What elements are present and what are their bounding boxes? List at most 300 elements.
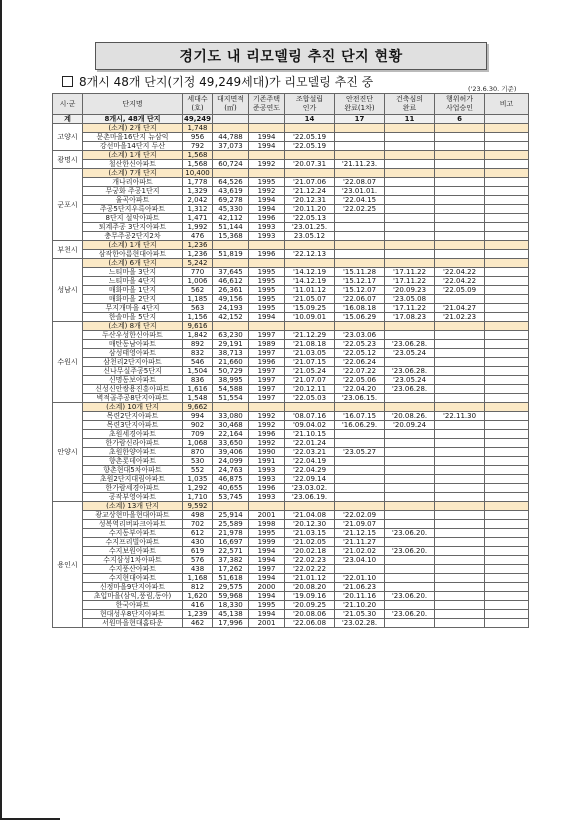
- table-cell: '10.09.01: [285, 313, 335, 322]
- region-name: 군포시: [53, 169, 83, 241]
- table-cell: 1995: [249, 295, 285, 304]
- table-cell: 2001: [249, 619, 285, 628]
- complex-name: 느티마을 3단지: [83, 268, 183, 277]
- subtotal-cell: [249, 124, 285, 133]
- table-cell: 1994: [249, 142, 285, 151]
- table-cell: '21.06.23: [335, 583, 385, 592]
- table-cell: [485, 475, 529, 484]
- table-cell: 1996: [249, 250, 285, 259]
- table-cell: '19.09.16: [285, 592, 335, 601]
- subtotal-cell: 10,400: [183, 169, 213, 178]
- title-box: [95, 42, 487, 70]
- table-row: [53, 304, 529, 313]
- table-cell: 1991: [249, 457, 285, 466]
- table-cell: '22.05.03: [285, 394, 335, 403]
- table-cell: 702: [183, 520, 213, 529]
- table-cell: 1,842: [183, 331, 213, 340]
- table-cell: '22.05.13: [285, 214, 335, 223]
- subtotal-cell: [385, 502, 435, 511]
- table-row: [53, 376, 529, 385]
- table-cell: 1992: [249, 421, 285, 430]
- table-cell: [385, 439, 435, 448]
- table-cell: 1,616: [183, 385, 213, 394]
- table-cell: '20.09.23: [385, 286, 435, 295]
- table-cell: 956: [183, 133, 213, 142]
- table-cell: '21.03.15: [285, 529, 335, 538]
- table-cell: [435, 160, 485, 169]
- table-cell: 45,138: [213, 610, 249, 619]
- table-cell: [485, 412, 529, 421]
- table-cell: [485, 142, 529, 151]
- subtotal-cell: [285, 502, 335, 511]
- complex-name: 율곡아파트: [83, 196, 183, 205]
- region-name: 수원시: [53, 322, 83, 403]
- complex-name: 무궁화 주공1단지: [83, 187, 183, 196]
- date-note: ('23.6.30. 기준): [468, 85, 517, 93]
- complex-name: 초원세경아파트: [83, 430, 183, 439]
- table-cell: 24,763: [213, 466, 249, 475]
- table-cell: 30,468: [213, 421, 249, 430]
- table-cell: [485, 295, 529, 304]
- table-cell: 1993: [249, 232, 285, 241]
- complex-name: 무지개마을 4단지: [83, 304, 183, 313]
- column-header: 행위허가 사업승인: [435, 94, 485, 115]
- table-cell: 42,112: [213, 214, 249, 223]
- table-cell: [335, 214, 385, 223]
- table-cell: '23.06.28.: [385, 385, 435, 394]
- table-cell: [385, 205, 435, 214]
- table-cell: [435, 223, 485, 232]
- table-row: [53, 331, 529, 340]
- table-cell: 1996: [249, 214, 285, 223]
- remodeling-table: [52, 93, 529, 628]
- table-cell: 562: [183, 286, 213, 295]
- table-cell: 1,068: [183, 439, 213, 448]
- table-cell: '23.06.20.: [385, 529, 435, 538]
- table-cell: 1993: [249, 466, 285, 475]
- page-edge-left: [0, 0, 2, 820]
- table-cell: 50,729: [213, 367, 249, 376]
- complex-name: 삼성태영아파트: [83, 349, 183, 358]
- subtotal-cell: 1,236: [183, 241, 213, 250]
- table-cell: '21.12.29: [285, 331, 335, 340]
- table-cell: 37,382: [213, 556, 249, 565]
- subtotal-cell: [285, 241, 335, 250]
- table-cell: '21.05.30: [335, 610, 385, 619]
- table-cell: [435, 538, 485, 547]
- subtotal-cell: (소계) 10개 단지: [83, 403, 183, 412]
- table-cell: 1,035: [183, 475, 213, 484]
- table-cell: 1992: [249, 412, 285, 421]
- table-cell: 40,655: [213, 484, 249, 493]
- table-cell: '23.06.20.: [385, 592, 435, 601]
- subtotal-cell: [285, 169, 335, 178]
- table-cell: 1994: [249, 205, 285, 214]
- table-cell: '14.12.19: [285, 277, 335, 286]
- table-row: [53, 538, 529, 547]
- table-row: [53, 133, 529, 142]
- table-cell: [435, 394, 485, 403]
- page-title: 경기도 내 리모델링 추진 단지 현황: [179, 49, 403, 65]
- table-cell: '22.12.13: [285, 250, 335, 259]
- column-header: 세대수 (호): [183, 94, 213, 115]
- table-cell: [485, 340, 529, 349]
- subtotal-cell: [213, 322, 249, 331]
- subtotal-cell: [385, 151, 435, 160]
- complex-name: 한솔마을 5단지: [83, 313, 183, 322]
- table-row: [53, 511, 529, 520]
- table-cell: '21.02.02: [335, 547, 385, 556]
- table-cell: [435, 439, 485, 448]
- subtotal-cell: [435, 151, 485, 160]
- table-cell: '20.08.20: [285, 583, 335, 592]
- table-cell: 1994: [249, 610, 285, 619]
- table-cell: 498: [183, 511, 213, 520]
- table-cell: [485, 457, 529, 466]
- table-cell: 24,193: [213, 304, 249, 313]
- table-cell: 21,978: [213, 529, 249, 538]
- table-cell: [485, 610, 529, 619]
- subtotal-cell: [213, 502, 249, 511]
- table-cell: '22.02.23: [285, 556, 335, 565]
- table-cell: 1,710: [183, 493, 213, 502]
- subtotal-cell: [335, 322, 385, 331]
- table-cell: [385, 565, 435, 574]
- table-cell: '16.07.15: [335, 412, 385, 421]
- table-cell: 2001: [249, 511, 285, 520]
- subtotal-cell: [249, 502, 285, 511]
- table-cell: '21.08.18: [285, 340, 335, 349]
- subtotal-cell: 9,662: [183, 403, 213, 412]
- table-cell: [485, 223, 529, 232]
- table-cell: '22.02.22: [285, 565, 335, 574]
- table-cell: '15.12.07: [335, 286, 385, 295]
- table-cell: '23.06.20.: [385, 610, 435, 619]
- table-cell: '20.08.06: [285, 610, 335, 619]
- table-cell: [435, 565, 485, 574]
- table-cell: '11.01.12: [285, 286, 335, 295]
- table-cell: [385, 520, 435, 529]
- table-cell: [435, 547, 485, 556]
- table-cell: '20.09.25: [285, 601, 335, 610]
- complex-name: 한가람세경아파트: [83, 484, 183, 493]
- table-row: [53, 574, 529, 583]
- table-cell: '20.09.24: [385, 421, 435, 430]
- subtotal-cell: (소계) 6개 단지: [83, 259, 183, 268]
- table-cell: [485, 187, 529, 196]
- table-cell: [435, 250, 485, 259]
- table-cell: '23.04.10: [335, 556, 385, 565]
- table-cell: [485, 529, 529, 538]
- table-cell: [485, 349, 529, 358]
- table-cell: [485, 565, 529, 574]
- table-cell: [485, 439, 529, 448]
- subtotal-cell: [485, 151, 529, 160]
- table-cell: [485, 547, 529, 556]
- table-cell: '21.11.23.: [335, 160, 385, 169]
- table-row: [53, 484, 529, 493]
- table-cell: '22.05.09: [435, 286, 485, 295]
- table-cell: 994: [183, 412, 213, 421]
- table-cell: [385, 160, 435, 169]
- table-cell: 430: [183, 538, 213, 547]
- table-cell: 22,164: [213, 430, 249, 439]
- table-cell: 60,724: [213, 160, 249, 169]
- table-cell: [385, 448, 435, 457]
- table-cell: [335, 493, 385, 502]
- table-cell: 1992: [249, 160, 285, 169]
- table-cell: [485, 484, 529, 493]
- table-cell: [385, 196, 435, 205]
- table-cell: [335, 142, 385, 151]
- subtotal-cell: [385, 322, 435, 331]
- table-cell: '22.02.09: [335, 511, 385, 520]
- total-row: [53, 115, 529, 124]
- table-cell: 709: [183, 430, 213, 439]
- table-cell: [485, 376, 529, 385]
- table-cell: 51,618: [213, 574, 249, 583]
- table-cell: 1997: [249, 331, 285, 340]
- complex-name: 벽적골주공8단지아파트: [83, 394, 183, 403]
- table-cell: '15.09.25: [285, 304, 335, 313]
- table-cell: [435, 214, 485, 223]
- table-cell: '20.07.31: [285, 160, 335, 169]
- table-cell: [485, 448, 529, 457]
- table-cell: [485, 430, 529, 439]
- table-cell: 576: [183, 556, 213, 565]
- table-cell: [485, 133, 529, 142]
- table-cell: 51,819: [213, 250, 249, 259]
- table-cell: 1994: [249, 133, 285, 142]
- complex-name: 신나무실주공5단지: [83, 367, 183, 376]
- table-row: [53, 178, 529, 187]
- table-cell: '22.05.19: [285, 133, 335, 142]
- table-cell: '21.04.08: [285, 511, 335, 520]
- table-cell: [385, 430, 435, 439]
- table-cell: '23.03.06: [335, 331, 385, 340]
- table-cell: '22.04.19: [285, 457, 335, 466]
- complex-name: 개나리아파트: [83, 178, 183, 187]
- table-cell: [385, 457, 435, 466]
- table-cell: [435, 610, 485, 619]
- table-cell: 63,230: [213, 331, 249, 340]
- table-cell: [385, 133, 435, 142]
- table-cell: 1995: [249, 304, 285, 313]
- table-cell: 24,099: [213, 457, 249, 466]
- table-cell: 44,788: [213, 133, 249, 142]
- subtotal-cell: [435, 502, 485, 511]
- table-cell: 1997: [249, 394, 285, 403]
- table-cell: 530: [183, 457, 213, 466]
- table-cell: [485, 592, 529, 601]
- subtotal-cell: [385, 169, 435, 178]
- table-cell: [385, 601, 435, 610]
- complex-name: 신정마을9단지아파트: [83, 583, 183, 592]
- table-cell: [485, 160, 529, 169]
- table-cell: 42,152: [213, 313, 249, 322]
- table-cell: [435, 133, 485, 142]
- region-name: 용인시: [53, 502, 83, 628]
- total-cell: 8개시, 48개 단지: [83, 115, 183, 124]
- table-cell: 23.05.12: [285, 232, 335, 241]
- complex-name: 삼천리2단지아파트: [83, 358, 183, 367]
- table-cell: 1994: [249, 574, 285, 583]
- table-cell: '21.07.15: [285, 358, 335, 367]
- table-cell: [435, 142, 485, 151]
- table-cell: [335, 466, 385, 475]
- table-cell: 1995: [249, 268, 285, 277]
- table-row: [53, 277, 529, 286]
- table-cell: [335, 250, 385, 259]
- subtotal-cell: [285, 151, 335, 160]
- table-row: [53, 565, 529, 574]
- table-cell: '21.05.07: [285, 295, 335, 304]
- subtotal-cell: (소계) 1개 단지: [83, 241, 183, 250]
- table-cell: [485, 205, 529, 214]
- table-cell: 1,568: [183, 160, 213, 169]
- table-row: [53, 439, 529, 448]
- table-cell: [385, 187, 435, 196]
- complex-name: 목련3단지아파트: [83, 421, 183, 430]
- column-header: 안전진단 완료(1차): [335, 94, 385, 115]
- table-cell: 1994: [249, 592, 285, 601]
- subtotal-cell: [435, 124, 485, 133]
- table-cell: [485, 421, 529, 430]
- table-cell: 64,526: [213, 178, 249, 187]
- complex-name: 초입마을(삼익,풍림,동아): [83, 592, 183, 601]
- table-cell: 1997: [249, 367, 285, 376]
- table-cell: [335, 232, 385, 241]
- table-row: [53, 619, 529, 628]
- table-cell: '15.11.28: [335, 268, 385, 277]
- table-cell: '22.11.30: [435, 412, 485, 421]
- table-cell: [485, 214, 529, 223]
- table-cell: [435, 205, 485, 214]
- table-cell: '21.11.27: [335, 538, 385, 547]
- table-row: [53, 457, 529, 466]
- table-cell: [435, 466, 485, 475]
- table-cell: 51,144: [213, 223, 249, 232]
- table-cell: 1997: [249, 376, 285, 385]
- subtotal-cell: [249, 169, 285, 178]
- total-cell: 49,249: [184, 115, 212, 123]
- table-cell: '20.11.20: [285, 205, 335, 214]
- table-cell: 416: [183, 601, 213, 610]
- table-cell: [385, 142, 435, 151]
- region-name: 성남시: [53, 259, 83, 322]
- table-cell: 46,612: [213, 277, 249, 286]
- table-cell: '15.06.29: [335, 313, 385, 322]
- complex-name: 초원한양아파트: [83, 448, 183, 457]
- table-cell: '22.04.29: [285, 466, 335, 475]
- table-cell: [385, 583, 435, 592]
- column-header: 조합설립 인가: [285, 94, 335, 115]
- subtotal-cell: 9,616: [183, 322, 213, 331]
- subtotal-cell: [213, 403, 249, 412]
- complex-name: 강선마을14단지 두산: [83, 142, 183, 151]
- table-cell: [435, 178, 485, 187]
- table-cell: 619: [183, 547, 213, 556]
- table-cell: '23.02.28.: [335, 619, 385, 628]
- total-cell: 17: [335, 115, 385, 124]
- subtotal-cell: 9,592: [183, 502, 213, 511]
- table-cell: '23.06.15.: [335, 394, 385, 403]
- table-cell: [385, 556, 435, 565]
- table-cell: [435, 583, 485, 592]
- table-cell: 1,168: [183, 574, 213, 583]
- table-cell: '20.02.18: [285, 547, 335, 556]
- table-cell: 612: [183, 529, 213, 538]
- subheading: [62, 73, 373, 90]
- table-cell: 1997: [249, 385, 285, 394]
- table-row: [53, 466, 529, 475]
- table-cell: [385, 250, 435, 259]
- subtotal-cell: (소계) 13개 단지: [83, 502, 183, 511]
- subtotal-cell: [335, 502, 385, 511]
- table-cell: [435, 232, 485, 241]
- table-cell: 29,191: [213, 340, 249, 349]
- subtotal-row: [53, 124, 529, 133]
- table-cell: 563: [183, 304, 213, 313]
- complex-name: 신성신안쌍용진흥아파트: [83, 385, 183, 394]
- table-cell: 2000: [249, 583, 285, 592]
- table-cell: [485, 304, 529, 313]
- complex-name: 현대성우8단지아파트: [83, 610, 183, 619]
- table-cell: [435, 520, 485, 529]
- complex-name: 매화마을 1단지: [83, 286, 183, 295]
- table-cell: 792: [183, 142, 213, 151]
- table-cell: 1,548: [183, 394, 213, 403]
- table-cell: [485, 367, 529, 376]
- subtotal-row: [53, 403, 529, 412]
- table-cell: [385, 484, 435, 493]
- table-cell: 1,185: [183, 295, 213, 304]
- complex-name: 성복역리버파크아파트: [83, 520, 183, 529]
- subtotal-cell: [249, 241, 285, 250]
- table-cell: '22.05.23: [335, 340, 385, 349]
- table-cell: [485, 583, 529, 592]
- table-cell: 2,042: [183, 196, 213, 205]
- table-cell: 552: [183, 466, 213, 475]
- table-cell: 1996: [249, 430, 285, 439]
- table-cell: [335, 430, 385, 439]
- table-row: [53, 187, 529, 196]
- subtotal-cell: [485, 241, 529, 250]
- table-row: [53, 223, 529, 232]
- checkbox-icon: [62, 76, 73, 87]
- complex-name: 삼작한아름현대아파트: [83, 250, 183, 259]
- table-cell: 17,262: [213, 565, 249, 574]
- table-cell: '21.12.24: [285, 187, 335, 196]
- table-cell: 1992: [249, 439, 285, 448]
- table-cell: [385, 331, 435, 340]
- subtotal-row: [53, 259, 529, 268]
- complex-name: 한국아파트: [83, 601, 183, 610]
- table-cell: 59,968: [213, 592, 249, 601]
- table-cell: [435, 457, 485, 466]
- table-cell: 1,236: [183, 250, 213, 259]
- table-cell: [435, 619, 485, 628]
- complex-name: 매탄동남아파트: [83, 340, 183, 349]
- table-cell: '21.07.06: [285, 178, 335, 187]
- table-cell: 49,156: [213, 295, 249, 304]
- table-cell: 1994: [249, 556, 285, 565]
- table-cell: [435, 484, 485, 493]
- table-cell: '23.01.01.: [335, 187, 385, 196]
- subtotal-cell: [385, 403, 435, 412]
- table-cell: 438: [183, 565, 213, 574]
- total-cell: 계: [53, 115, 83, 124]
